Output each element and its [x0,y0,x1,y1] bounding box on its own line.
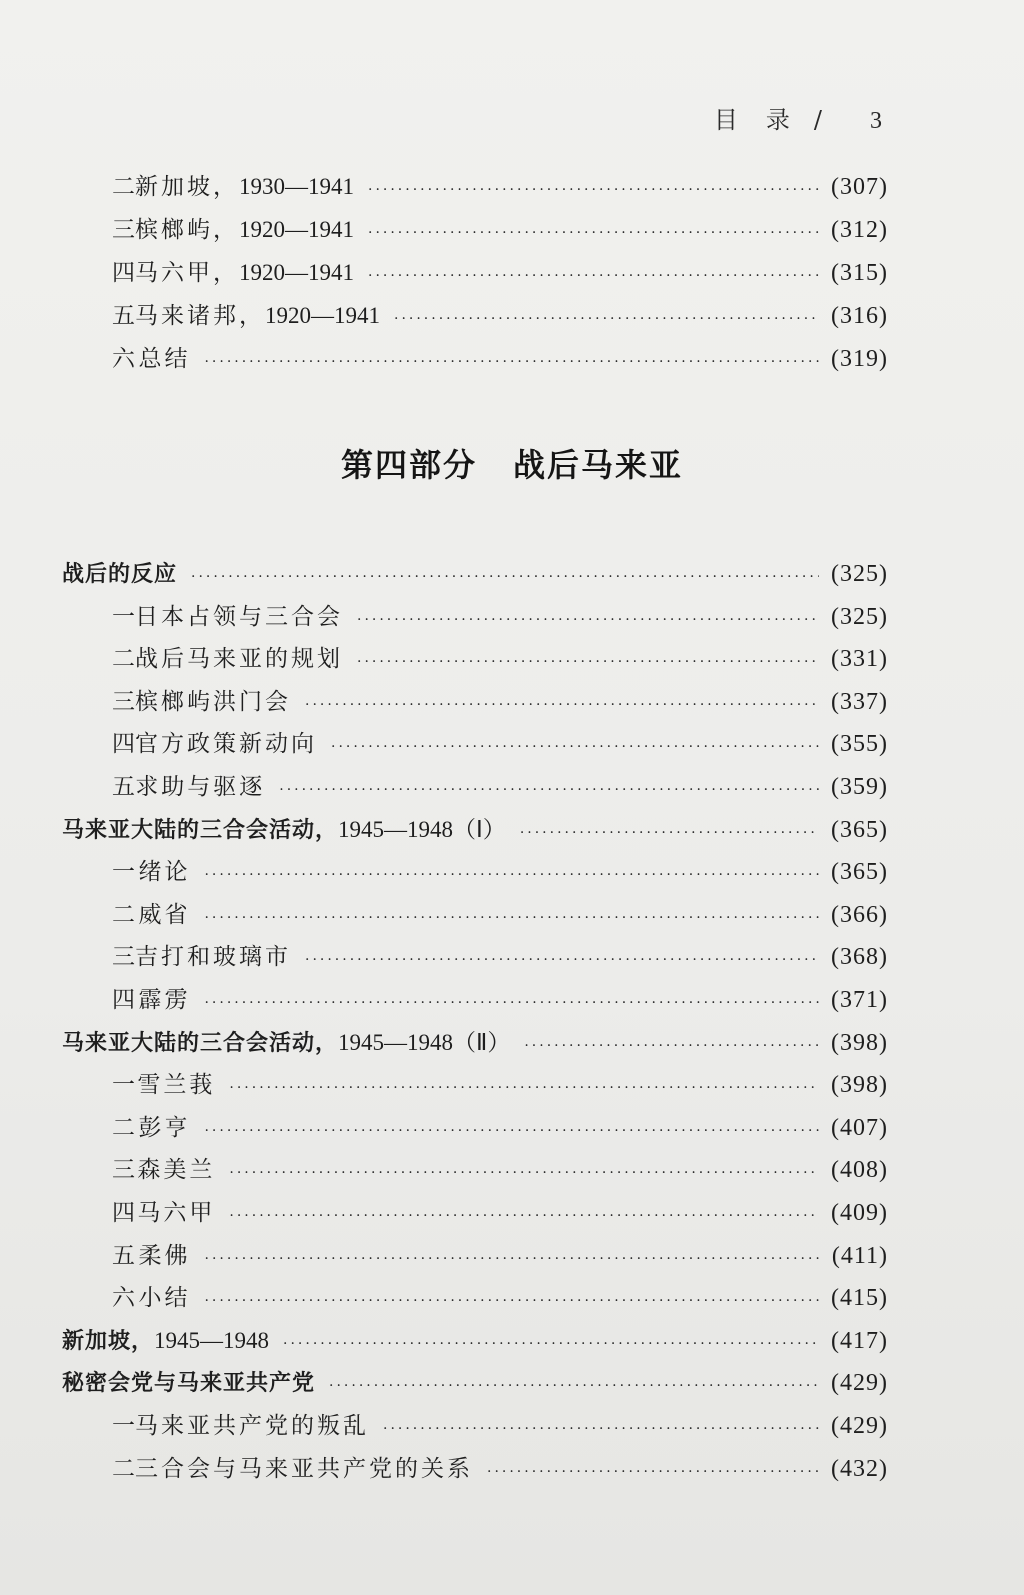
entry-number: 一 [112,1413,135,1439]
part-title: 战后马来亚 [513,446,684,484]
entry-page: (408) [831,1157,888,1183]
dot-leader [524,1029,819,1063]
dot-leader [368,173,819,207]
entry-title: 求助与驱逐 [135,774,266,800]
entry-page: (409) [831,1200,888,1226]
dot-leader [368,216,819,250]
toc-entry [112,600,888,634]
entry-page: (429) [831,1370,888,1396]
entry-page: (359) [831,774,888,800]
entry-page: (407) [831,1115,888,1141]
dot-leader [383,1412,819,1446]
toc-chapter-entry [62,557,888,591]
running-head-label: 目 录 [713,106,792,134]
entry-years: 1945—1948 [154,1328,270,1353]
toc-entry [112,299,888,333]
dot-leader [229,1071,819,1105]
part-heading [0,440,1024,486]
entry-number: 二 [112,1115,135,1141]
entry-number: 五 [112,774,135,800]
entry-title: 日本占领与三合会 [135,604,343,630]
entry-title: 马来亚大陆的三合会活动， [62,1031,339,1056]
dot-leader [204,901,819,935]
toc-entry [112,256,888,290]
entry-number: 一 [112,604,135,630]
toc-entry [112,642,888,676]
entry-number: 五 [112,1243,135,1269]
entry-title: 新加坡， [62,1329,155,1354]
toc-entry [112,855,888,889]
dot-leader [520,816,819,850]
entry-number: 四 [112,731,135,757]
entry-title: 威省 [138,902,191,928]
toc-entry [112,1239,888,1273]
entry-page: (325) [831,604,888,630]
entry-title: 小结 [138,1285,191,1311]
entry-title: 总结 [138,346,191,372]
dot-leader [229,1199,819,1233]
entry-number: 四 [112,260,135,286]
entry-years: 1945—1948（Ⅰ） [338,817,506,842]
entry-number: 四 [112,1200,135,1226]
entry-page: (307) [831,174,888,200]
entry-page: (355) [831,731,888,757]
entry-page: (337) [831,689,888,715]
toc-entry [112,213,888,247]
toc-entry [112,1068,888,1102]
entry-title: 马六甲 [137,1200,216,1226]
entry-years: 1920—1941 [239,217,354,242]
toc-entry [112,685,888,719]
dot-leader [204,1114,819,1148]
entry-page: (331) [831,646,888,672]
dot-leader [305,688,819,722]
entry-title: 新加坡， [135,174,239,200]
entry-number: 五 [112,303,135,329]
entry-page: (315) [831,260,888,286]
entry-title: 霹雳 [138,987,191,1013]
entry-page: (371) [831,987,888,1013]
entry-title: 柔佛 [138,1243,191,1269]
entry-title: 官方政策新动向 [135,731,317,757]
entry-number: 一 [112,859,135,885]
entry-title: 彭亨 [138,1115,191,1141]
entry-number: 三 [112,217,135,243]
entry-title: 马六甲， [135,260,239,286]
entry-title: 战后马来亚的规划 [135,646,343,672]
toc-entry [112,898,888,932]
toc-entry [112,940,888,974]
entry-title: 绪论 [138,859,191,885]
entry-page: (429) [831,1413,888,1439]
dot-leader [279,773,819,807]
running-head-page-number: 3 [870,108,884,134]
dot-leader [487,1455,819,1489]
toc-entry [112,1111,888,1145]
toc-entry [112,770,888,804]
entry-title: 槟榔屿洪门会 [135,689,291,715]
entry-page: (325) [831,561,888,587]
running-head-separator: / [813,106,824,134]
entry-years: 1920—1941 [239,260,354,285]
toc-entry [112,170,888,204]
entry-years: 1920—1941 [265,303,380,328]
dot-leader [331,730,819,764]
entry-page: (417) [831,1328,888,1354]
dot-leader [283,1327,819,1361]
entry-number: 三 [112,1157,135,1183]
entry-title: 吉打和玻璃市 [135,944,291,970]
dot-leader [394,302,819,336]
dot-leader [204,986,819,1020]
dot-leader [204,858,819,892]
entry-title: 马来亚共产党的叛乱 [135,1413,369,1439]
entry-title: 马来亚大陆的三合会活动， [62,818,339,843]
toc-chapter-entry [62,1026,888,1060]
dot-leader [357,645,819,679]
entry-page: (365) [831,817,888,843]
toc-entry [112,1196,888,1230]
dot-leader [357,603,819,637]
entry-page: (432) [831,1456,888,1482]
toc-entry [112,727,888,761]
dot-leader [329,1369,819,1403]
entry-title: 槟榔屿， [135,217,239,243]
entry-number: 二 [112,646,135,672]
dot-leader [229,1156,819,1190]
dot-leader [204,1284,819,1318]
entry-number: 六 [112,1285,135,1311]
entry-number: 四 [112,987,135,1013]
toc-entry [112,1409,888,1443]
entry-page: (411) [831,1243,888,1269]
entry-title: 马来诸邦， [135,303,265,329]
entry-years: 1930—1941 [239,174,354,199]
entry-page: (312) [831,217,888,243]
dot-leader [191,560,819,594]
dot-leader [205,1242,820,1276]
toc-entry [112,1452,888,1486]
entry-title: 三合会与马来亚共产党的关系 [135,1456,473,1482]
entry-number: 二 [112,902,135,928]
entry-page: (398) [831,1072,888,1098]
toc-entry [112,1281,888,1315]
entry-number: 一 [112,1072,135,1098]
toc-entry [112,983,888,1017]
entry-number: 二 [112,174,135,200]
running-head [714,100,884,135]
entry-title: 雪兰莪 [137,1072,216,1098]
toc-chapter-entry [62,1324,888,1358]
entry-number: 三 [112,689,135,715]
toc-entry [112,1153,888,1187]
toc-chapter-entry [62,1366,888,1400]
entry-page: (415) [831,1285,888,1311]
dot-leader [204,345,819,379]
entry-page: (319) [831,346,888,372]
entry-number: 六 [112,346,135,372]
entry-number: 三 [112,944,135,970]
dot-leader [305,943,819,977]
toc-entry [112,342,888,376]
entry-number: 二 [112,1456,135,1482]
dot-leader [368,259,819,293]
entry-title: 森美兰 [137,1157,216,1183]
entry-page: (316) [831,303,888,329]
part-number-label: 第四部分 [340,446,477,484]
entry-page: (368) [831,944,888,970]
entry-page: (398) [831,1030,888,1056]
toc-chapter-entry [62,813,888,847]
entry-title: 战后的反应 [62,562,178,587]
entry-years: 1945—1948（Ⅱ） [338,1030,511,1055]
entry-page: (365) [831,859,888,885]
entry-title: 秘密会党与马来亚共产党 [62,1371,316,1396]
entry-page: (366) [831,902,888,928]
